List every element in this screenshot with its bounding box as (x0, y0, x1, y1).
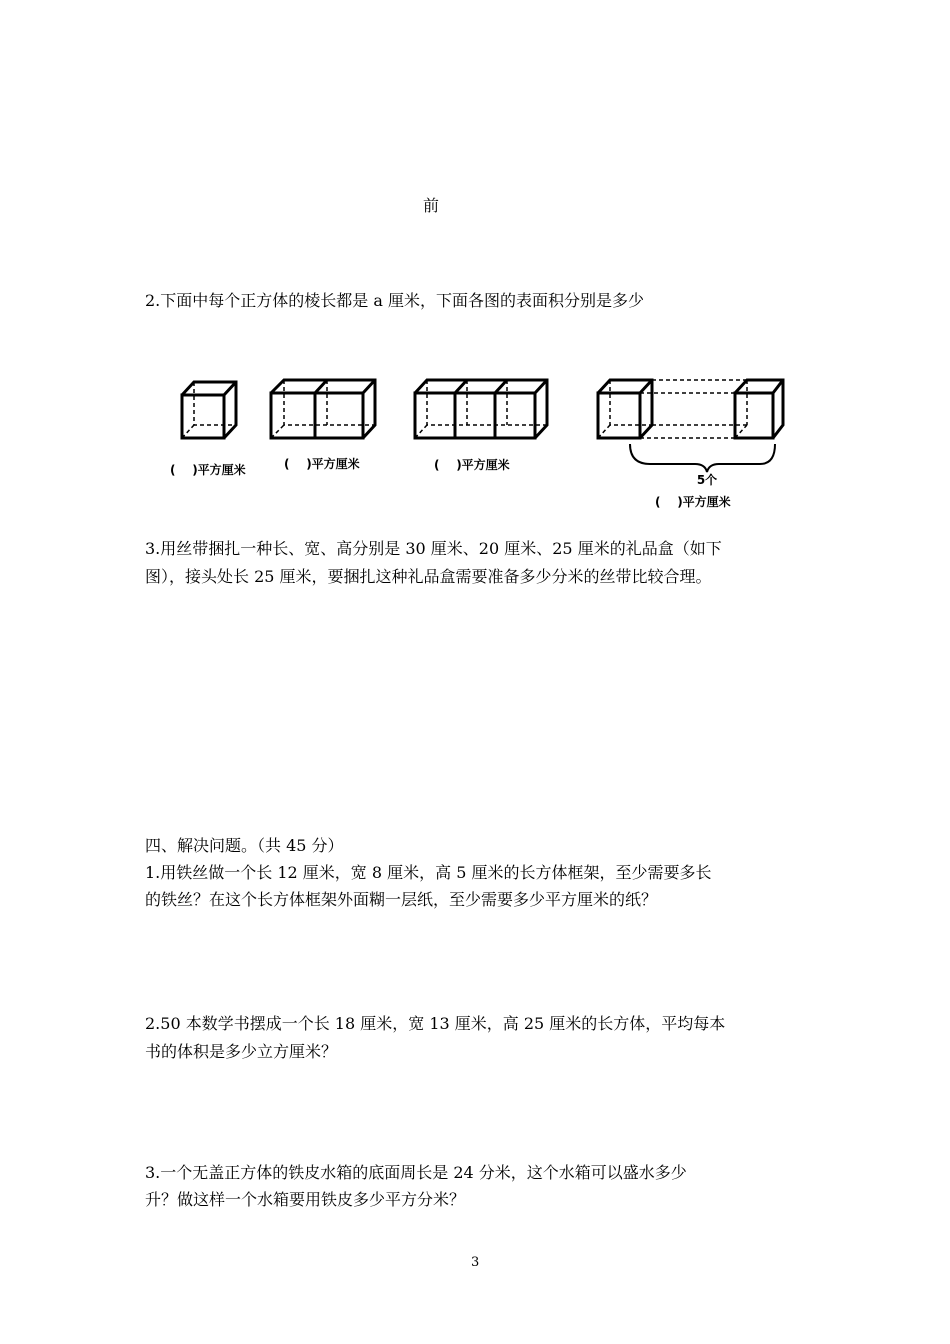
answer-label-2: ( )平方厘米 (284, 457, 360, 471)
section-4-title: 四、解决问题。（共 45 分） (145, 836, 344, 855)
problem-3-line-1: 3.一个无盖正方体的铁皮水箱的底面周长是 24 分米，这个水箱可以盛水多少 (145, 1163, 687, 1182)
problem-2-line-2: 书的体积是多少立方厘米？ (145, 1042, 338, 1061)
cube-figure-4 (598, 380, 783, 438)
page-header: 前 (423, 196, 440, 215)
answer-label-3: ( )平方厘米 (434, 458, 510, 472)
problem-2-line-1: 2.50 本数学书摆成一个长 18 厘米，宽 13 厘米，高 25 厘米的长方体，平均每本 (145, 1014, 726, 1033)
cubes-figure (160, 360, 800, 520)
question-2: 2.下面中每个正方体的棱长都是 a 厘米，下面各图的表面积分别是多少 (145, 291, 644, 310)
question-3-line-2: 图），接头处长 25 厘米，要捆扎这种礼品盒需要准备多少分米的丝带比较合理。 (145, 567, 712, 586)
problem-1-line-2: 的铁丝？在这个长方体框架外面糊一层纸，至少需要多少平方厘米的纸？ (145, 890, 658, 909)
page-number: 3 (471, 1255, 480, 1270)
problem-1-line-1: 1.用铁丝做一个长 12 厘米，宽 8 厘米，高 5 厘米的长方体框架，至少需要多长 (145, 863, 712, 882)
answer-label-4: ( )平方厘米 (655, 495, 731, 509)
answer-label-1: ( )平方厘米 (170, 463, 246, 477)
count-label: 5个 (696, 473, 718, 487)
question-3-line-1: 3.用丝带捆扎一种长、宽、高分别是 30 厘米、20 厘米、25 厘米的礼品盒（如下 (145, 539, 722, 558)
problem-3-line-2: 升？做这样一个水箱要用铁皮多少平方分米？ (145, 1190, 466, 1209)
cube-figure-1 (182, 382, 236, 438)
cube-figure-2 (271, 380, 375, 438)
cube-figure-3 (415, 380, 547, 438)
